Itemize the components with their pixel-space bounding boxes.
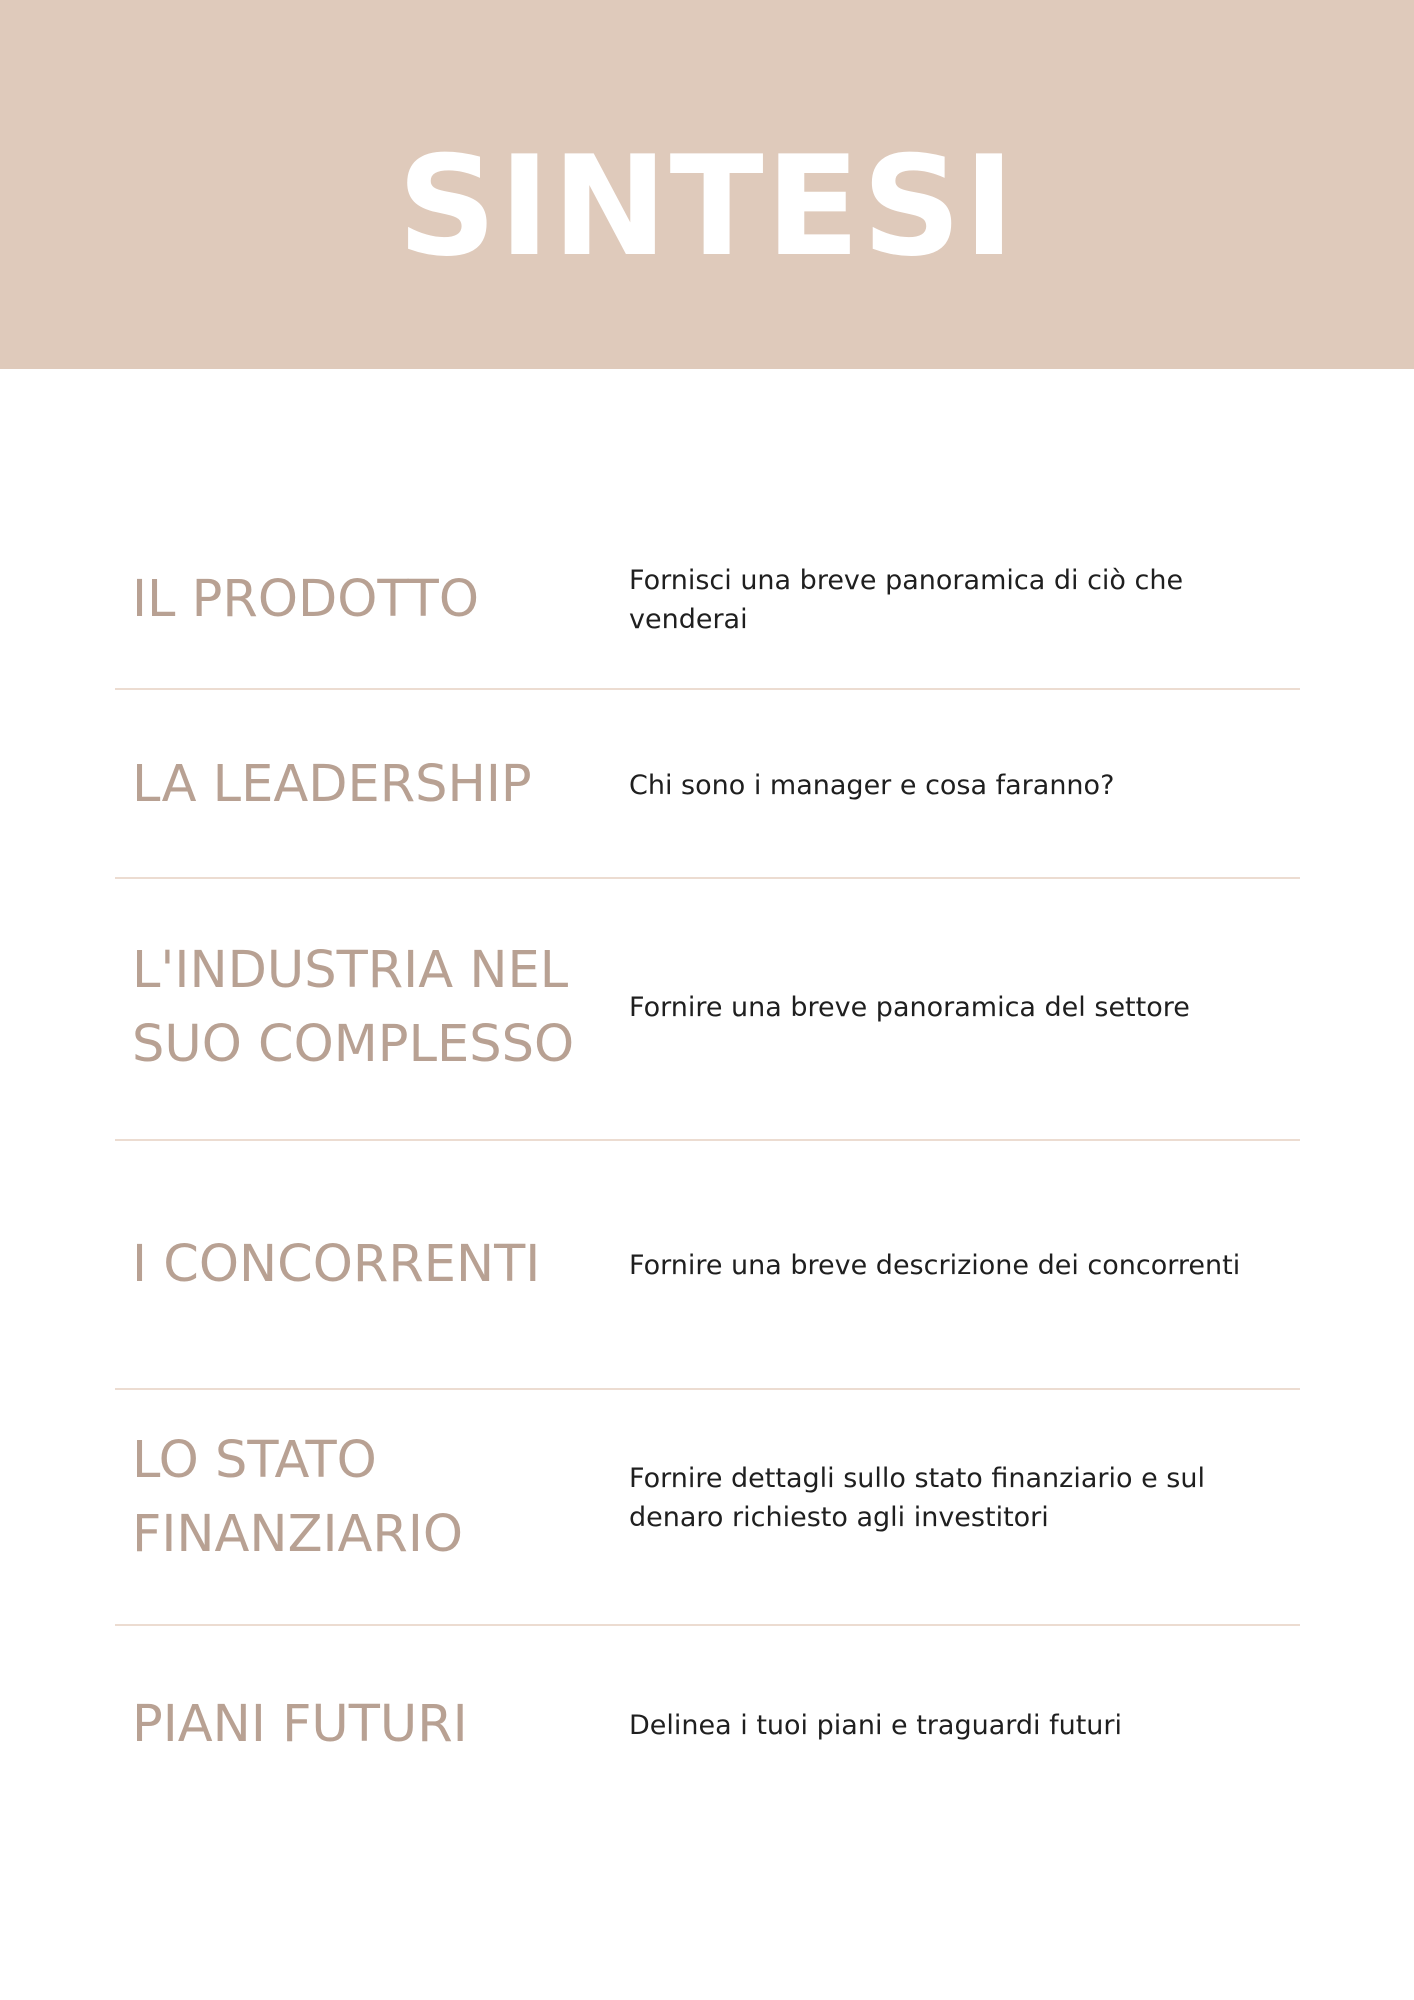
section-heading: LA LEADERSHIP (132, 755, 532, 814)
divider (115, 1388, 1300, 1390)
section-heading: LO STATO FINANZIARIO (132, 1430, 464, 1564)
section-description: Delinea i tuoi piani e traguardi futuri (629, 1709, 1123, 1741)
section-leadership (115, 725, 1300, 845)
section-description: Chi sono i manager e cosa faranno? (629, 769, 1115, 801)
divider (115, 1624, 1300, 1626)
section-heading: L'INDUSTRIA NEL SUO COMPLESSO (132, 940, 575, 1074)
section-heading: IL PRODOTTO (132, 570, 479, 629)
section-heading: PIANI FUTURI (132, 1695, 468, 1754)
section-heading: I CONCORRENTI (132, 1235, 541, 1294)
divider (115, 877, 1300, 879)
section-competitors (115, 1205, 1300, 1325)
section-description: Fornire dettagli sullo stato finanziario e sul denaro richiesto agli investitori (629, 1462, 1205, 1533)
section-financial (115, 1420, 1300, 1575)
divider (115, 688, 1300, 690)
section-description: Fornire una breve panoramica del settore (629, 992, 1190, 1023)
divider (115, 1139, 1300, 1141)
section-description: Fornire una breve descrizione dei concorrenti (629, 1249, 1241, 1281)
section-industry (115, 930, 1300, 1085)
section-future-plans (115, 1665, 1300, 1785)
section-product (115, 540, 1300, 660)
section-description: Fornisci una breve panoramica di ciò che venderai (629, 565, 1184, 635)
page-title: SINTESI (397, 126, 1017, 287)
